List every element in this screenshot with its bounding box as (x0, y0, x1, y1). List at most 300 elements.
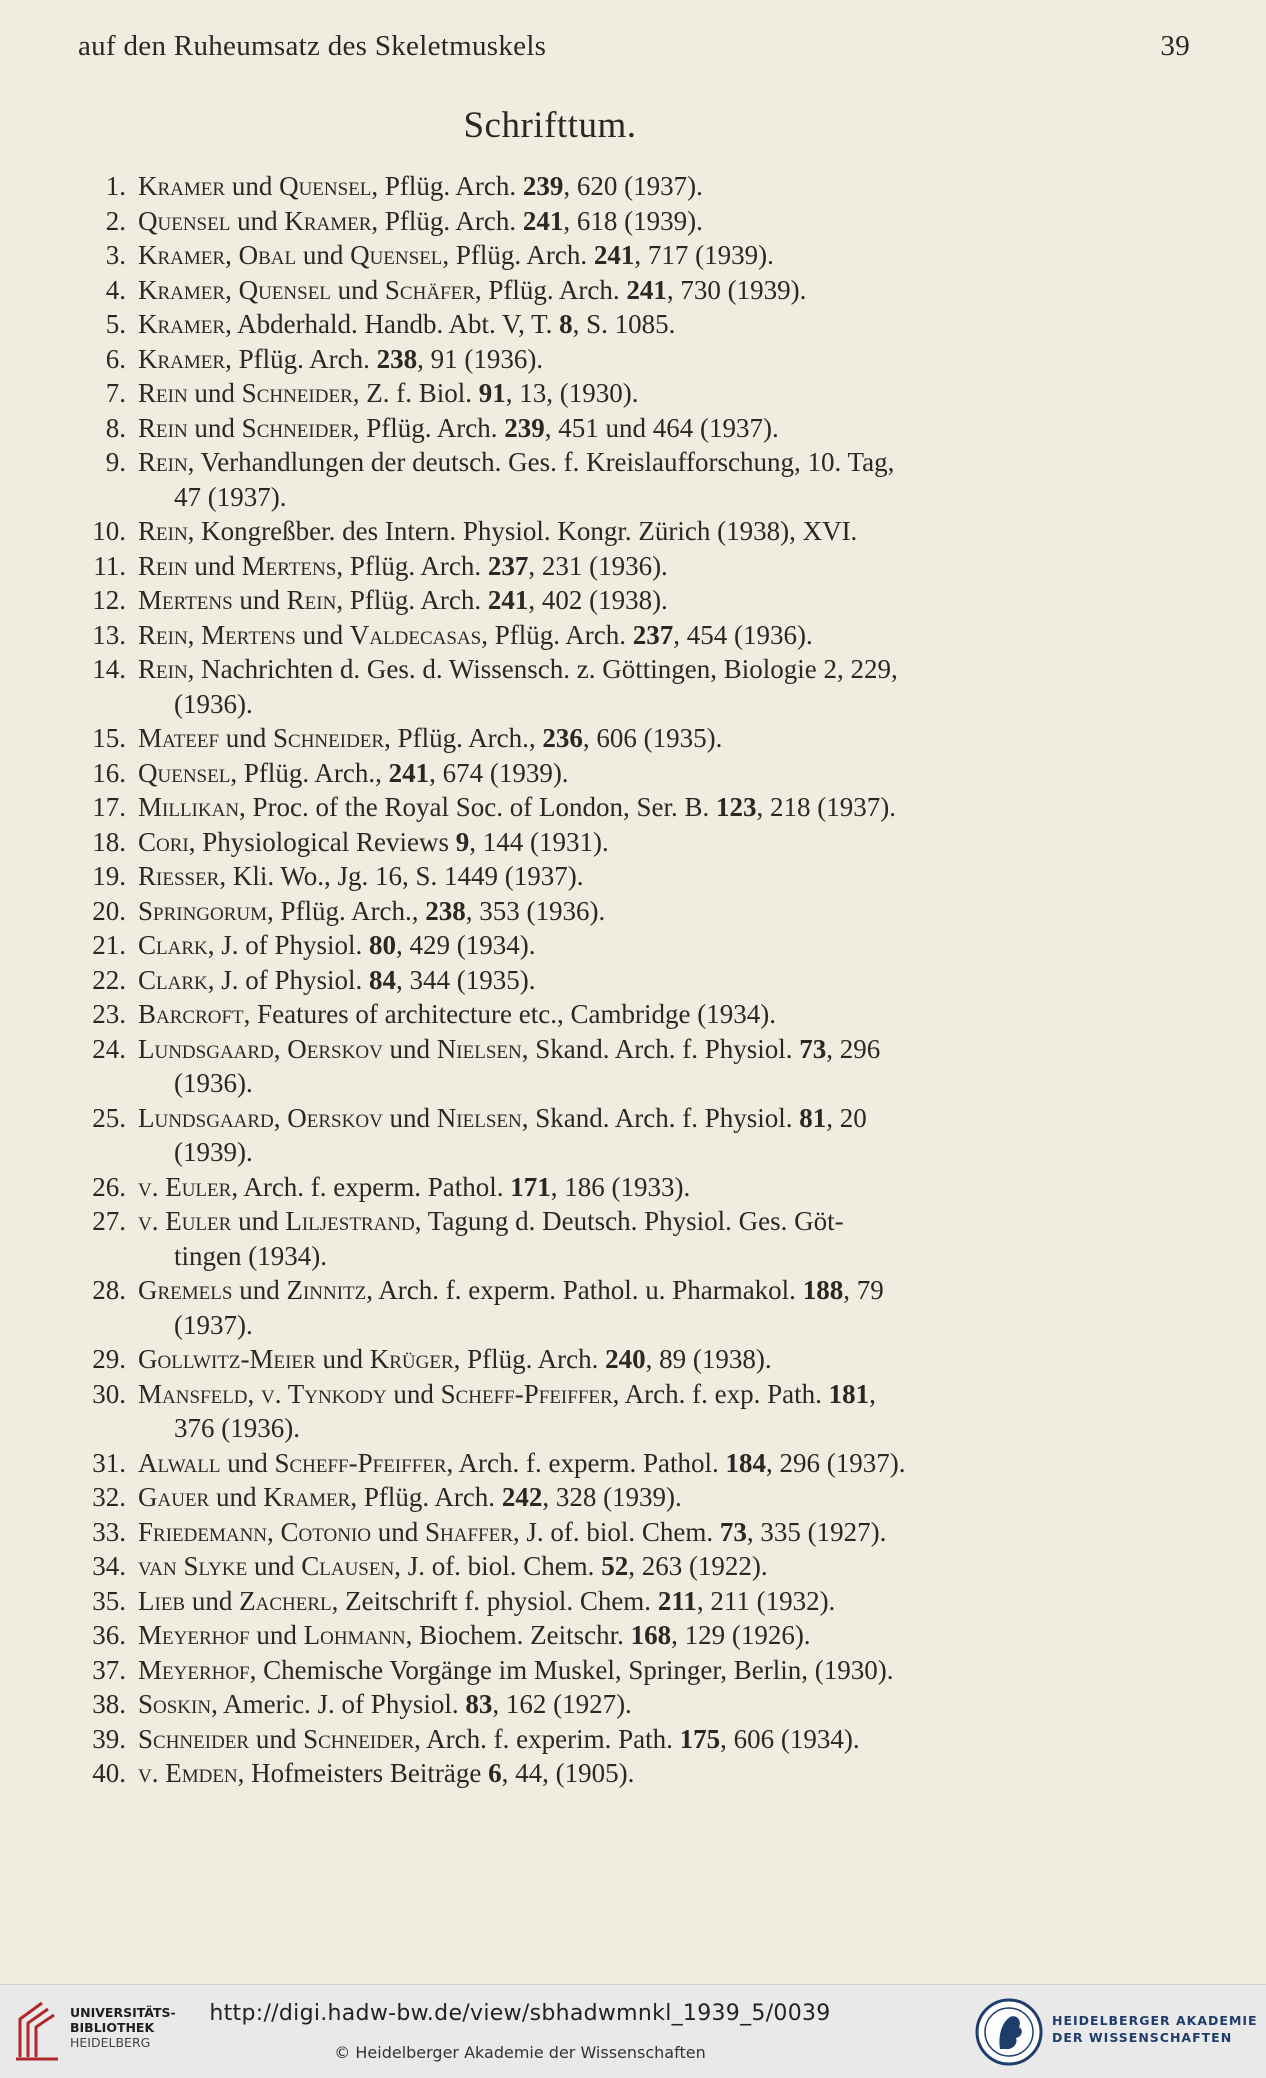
reference-entry (70, 1722, 1078, 1757)
reference-author: Schneider (273, 723, 385, 753)
reference-text-fragment: , Skand. Arch. f. Physiol. (521, 1033, 800, 1064)
reference-author: Valdecasas (349, 619, 482, 650)
reference-volume: 175 (679, 1723, 721, 1754)
reference-author: Quensel (138, 205, 231, 236)
reference-text-fragment: , 730 (1939). (666, 274, 807, 305)
reference-volume: 236 (542, 723, 583, 753)
reference-number: 33. (92, 1516, 126, 1547)
reference-volume: 81 (799, 1102, 827, 1133)
reference-author: Zacherl (239, 1585, 332, 1616)
reference-text-fragment: , 129 (1926). (671, 1620, 811, 1650)
reference-text-fragment: , 353 (1936). (465, 895, 606, 926)
reference-number: 17. (92, 792, 126, 822)
reference-entry (70, 1377, 1078, 1446)
reference-author: Meyerhof (138, 1654, 250, 1685)
reference-author: Schneider (138, 1723, 250, 1754)
reference-author: Quensel (138, 757, 231, 788)
reference-volume: 83 (465, 1689, 493, 1719)
reference-author: Barcroft (138, 999, 244, 1029)
copyright-notice: © Heidelberger Akademie der Wissenschaften (334, 2043, 706, 2062)
reference-text-fragment: , Pflüg. Arch. (336, 585, 488, 615)
reference-entry (70, 1446, 1078, 1481)
reference-text-fragment: , 454 (1936). (673, 619, 813, 650)
reference-entry (70, 342, 1078, 377)
reference-text (138, 790, 1078, 825)
reference-number: 26. (92, 1171, 126, 1202)
reference-text-fragment: und (247, 1551, 302, 1581)
reference-text (138, 238, 1078, 273)
reference-text-fragment: , 344 (1935). (396, 964, 536, 995)
reference-author: Rein (138, 516, 188, 546)
reference-text (138, 652, 1078, 721)
reference-entry (70, 273, 1078, 308)
reference-text-fragment: , Arch. f. experim. Path. (414, 1723, 680, 1754)
reference-number: 36. (92, 1620, 126, 1650)
reference-author: Nielsen (436, 1033, 522, 1064)
reference-number: 23. (92, 999, 126, 1029)
reference-text (138, 928, 1078, 963)
reference-volume: 168 (630, 1620, 672, 1650)
reference-text-fragment: , 674 (1939). (429, 757, 569, 788)
reference-entry (70, 204, 1078, 239)
reference-text (138, 721, 1078, 756)
reference-text (138, 1687, 1078, 1722)
reference-volume: 241 (626, 274, 667, 305)
reference-volume: 240 (605, 1344, 646, 1374)
reference-entry (70, 756, 1078, 791)
reference-continuation: tingen (1934). (174, 1240, 327, 1271)
reference-author: v. Euler (138, 1171, 232, 1202)
reference-continuation: (1939). (174, 1137, 253, 1167)
reference-number: 20. (92, 895, 126, 926)
reference-author: Friedemann (138, 1516, 268, 1547)
reference-number: 31. (92, 1447, 126, 1478)
reference-text (138, 307, 1078, 342)
reference-number: 39. (92, 1723, 126, 1754)
reference-text-fragment: , Arch. f. exp. Path. (612, 1378, 829, 1409)
reference-author: Krüger (369, 1344, 454, 1374)
reference-text (138, 549, 1078, 584)
reference-author: v. Tynkody (261, 1378, 387, 1409)
reference-author: Mateef (138, 723, 220, 753)
running-head (78, 30, 1190, 63)
reference-author: Zinnitz (286, 1275, 367, 1305)
reference-author: Quensel (238, 274, 331, 305)
reference-author: Schäfer (384, 274, 475, 305)
reference-text-fragment: , Pflüg. Arch. (453, 1344, 606, 1374)
reference-author: Clark (138, 964, 208, 995)
reference-entry (70, 721, 1078, 756)
reference-text-fragment: , 144 (1931). (469, 826, 609, 857)
reference-text (138, 859, 1078, 894)
reference-author: Rein (138, 378, 188, 408)
reference-text-fragment: , Nachrichten d. Ges. d. Wissensch. z. Göttingen, Biologie 2, 229, (187, 654, 898, 684)
reference-text-fragment: und (219, 723, 274, 753)
reference-text-fragment: , 218 (1937). (756, 792, 896, 822)
reference-text-fragment: , 296 (1937). (766, 1447, 906, 1478)
reference-text (138, 204, 1078, 239)
reference-text (138, 411, 1078, 446)
reference-text (138, 1515, 1078, 1550)
reference-volume: 242 (501, 1482, 543, 1512)
reference-text-fragment: , (267, 1516, 281, 1547)
section-title: Schrifttum. (463, 105, 637, 146)
reference-number: 24. (92, 1033, 126, 1064)
reference-entry (70, 1170, 1078, 1205)
reference-volume: 84 (369, 964, 397, 995)
reference-author: Obal (238, 240, 297, 270)
reference-text-fragment: , (225, 274, 239, 305)
reference-text (138, 583, 1078, 618)
reference-author: Scheff-Pfeiffer (274, 1447, 447, 1478)
reference-entry (70, 1273, 1078, 1342)
reference-text (138, 963, 1078, 998)
reference-author: Kramer (138, 309, 226, 339)
reference-author: Quensel (279, 171, 372, 201)
reference-text-fragment: , 296 (826, 1033, 881, 1064)
reference-text-fragment: , Pflüg. Arch. (336, 550, 488, 581)
reference-text-fragment: , S. 1085. (572, 309, 676, 339)
reference-text-fragment: , Abderhald. Handb. Abt. V, T. (225, 309, 560, 339)
reference-text-fragment: und (209, 1482, 264, 1512)
reference-number: 22. (92, 964, 126, 995)
reference-number: 40. (92, 1758, 126, 1788)
reference-continuation: (1936). (174, 688, 253, 719)
reference-text-fragment: , Verhandlungen der deutsch. Ges. f. Kreislaufforschung, 10. Tag, (187, 447, 895, 477)
reference-number: 21. (92, 930, 126, 960)
reference-volume: 237 (632, 619, 674, 650)
reference-number: 25. (92, 1102, 126, 1133)
reference-text-fragment: , Features of architecture etc., Cambridge (1934). (243, 999, 776, 1029)
reference-number: 5. (105, 309, 126, 339)
reference-volume: 9 (455, 826, 470, 857)
reference-text-fragment: und (330, 274, 385, 305)
reference-entry (70, 1756, 1078, 1791)
reference-text (138, 445, 1078, 514)
reference-text-fragment: , Pflüg. Arch. (225, 343, 377, 374)
reference-text (138, 1584, 1078, 1619)
reference-entry (70, 549, 1078, 584)
reference-entry (70, 859, 1078, 894)
reference-text-fragment: , Biochem. Zeitschr. (405, 1620, 631, 1650)
reference-text-fragment: , 186 (1933). (550, 1171, 691, 1202)
reference-author: Liljestrand (285, 1206, 415, 1236)
reference-text-fragment: , Pflüg. Arch. (371, 171, 523, 201)
reference-author: Lohmann (303, 1620, 406, 1650)
reference-text (138, 514, 1078, 549)
reference-entry (70, 790, 1078, 825)
reference-number: 2. (105, 205, 126, 236)
reference-number: 18. (92, 826, 126, 857)
reference-text (138, 1722, 1078, 1757)
reference-text (138, 1342, 1078, 1377)
reference-author: Rein (138, 654, 188, 684)
reference-text-fragment: , 20 (826, 1102, 867, 1133)
reference-number: 8. (105, 412, 126, 443)
reference-number: 28. (92, 1275, 126, 1305)
reference-entry (70, 169, 1078, 204)
academy-name-line-2: DER WISSENSCHAFTEN (1052, 2030, 1233, 2045)
reference-text-fragment: und (296, 240, 351, 270)
reference-text-fragment: , 91 (1936). (417, 343, 544, 374)
reference-entry (70, 1653, 1078, 1688)
reference-text-fragment: , 89 (1938). (645, 1344, 772, 1374)
reference-text-fragment: , 13, (1930). (505, 378, 639, 408)
reference-author: Shaffer (425, 1516, 513, 1547)
reference-number: 16. (92, 757, 126, 788)
footer-bar (0, 1984, 1266, 2078)
reference-text-fragment: und (386, 1378, 441, 1409)
reference-continuation: (1937). (174, 1309, 253, 1340)
reference-entry (70, 1618, 1078, 1653)
reference-author: Clausen (301, 1551, 395, 1581)
reference-author: Cori (138, 826, 189, 857)
reference-entry (70, 997, 1078, 1032)
reference-author: Gollwitz-Meier (138, 1344, 316, 1374)
reference-text-fragment: , Kli. Wo., Jg. 16, S. 1449 (1937). (219, 861, 584, 891)
reference-text-fragment: , Zeitschrift f. physiol. Chem. (331, 1585, 658, 1616)
reference-volume: 188 (802, 1275, 844, 1305)
reference-text-fragment: , (869, 1378, 876, 1409)
reference-author: Oerskov (287, 1033, 383, 1064)
reference-text-fragment: , 606 (1934). (720, 1723, 860, 1754)
reference-entry (70, 307, 1078, 342)
reference-text-fragment: , 335 (1927). (746, 1516, 887, 1547)
reference-entry (70, 618, 1078, 653)
reference-volume: 73 (799, 1033, 827, 1064)
reference-volume: 171 (510, 1171, 551, 1202)
reference-author: Mertens (138, 585, 233, 615)
reference-volume: 239 (504, 412, 545, 443)
reference-text-fragment: , Pflüg. Arch., (384, 723, 543, 753)
reference-author: Millikan (138, 792, 240, 822)
reference-text-fragment: , 606 (1935). (582, 723, 723, 753)
reference-author: v. Emden (138, 1758, 238, 1788)
reference-author: Alwall (138, 1447, 221, 1478)
reference-text-fragment: , 328 (1939). (542, 1482, 682, 1512)
reference-author: Gauer (138, 1482, 210, 1512)
reference-text (138, 1446, 1078, 1481)
reference-text-fragment: , J. of Physiol. (207, 964, 370, 995)
reference-text-fragment: , 620 (1937). (563, 171, 703, 201)
reference-author: Lundsgaard (138, 1102, 274, 1133)
reference-author: Lundsgaard (138, 1033, 274, 1064)
reference-text (138, 618, 1078, 653)
reference-entry (70, 1342, 1078, 1377)
reference-text-fragment: , (247, 1378, 262, 1409)
academy-name (1052, 2012, 1258, 2046)
reference-author: Oerskov (287, 1102, 383, 1133)
reference-entry (70, 652, 1078, 721)
reference-text-fragment: , Skand. Arch. f. Physiol. (521, 1102, 800, 1133)
reference-volume: 239 (522, 171, 564, 201)
reference-author: Meyerhof (138, 1620, 250, 1650)
reference-author: Rein (138, 412, 188, 443)
reference-volume: 80 (369, 930, 397, 960)
reference-number: 11. (93, 550, 126, 581)
reference-author: Kramer (138, 274, 226, 305)
reference-volume: 237 (487, 550, 529, 581)
reference-volume: 6 (488, 1758, 502, 1788)
reference-text (138, 1618, 1078, 1653)
reference-number: 10. (92, 516, 126, 546)
reference-volume: 241 (388, 757, 430, 788)
reference-number: 13. (92, 619, 126, 650)
reference-entry (70, 1204, 1078, 1273)
reference-author: van Slyke (138, 1551, 248, 1581)
library-name-line-3: HEIDELBERG (70, 2035, 151, 2050)
reference-text (138, 1032, 1078, 1101)
reference-text-fragment: , (273, 1102, 288, 1133)
reference-text-fragment: und (232, 585, 287, 615)
reference-number: 7. (105, 378, 126, 408)
reference-text (138, 997, 1078, 1032)
reference-entry (70, 1515, 1078, 1550)
reference-text-fragment: , Z. f. Biol. (352, 378, 479, 408)
reference-text-fragment: , 402 (1938). (528, 585, 668, 615)
reference-entry (70, 445, 1078, 514)
reference-text-fragment: , 429 (1934). (396, 930, 536, 960)
reference-text-fragment: und (225, 171, 280, 201)
reference-number: 30. (92, 1378, 126, 1409)
reference-number: 32. (92, 1482, 126, 1512)
permalink-url[interactable]: http://digi.hadw-bw.de/view/sbhadwmnkl_1939_5/0039 (209, 2001, 831, 2026)
reference-text (138, 1170, 1078, 1205)
reference-number: 37. (92, 1654, 126, 1685)
reference-entry (70, 1480, 1078, 1515)
reference-text-fragment: , 79 (843, 1275, 884, 1305)
reference-number: 35. (92, 1585, 126, 1616)
reference-continuation: 376 (1936). (174, 1413, 300, 1443)
reference-author: Rein (138, 550, 188, 581)
reference-text-fragment: , Pflüg. Arch. (352, 412, 505, 443)
reference-volume: 211 (657, 1585, 697, 1616)
reference-continuation: 47 (1937). (174, 481, 287, 512)
reference-number: 12. (92, 585, 126, 615)
reference-author: Soskin (138, 1689, 212, 1719)
reference-author: Kramer (263, 1482, 351, 1512)
reference-text-fragment: , 231 (1936). (528, 550, 668, 581)
reference-entry (70, 411, 1078, 446)
reference-text-fragment: , Pflüg. Arch., (267, 895, 426, 926)
reference-volume: 8 (559, 309, 573, 339)
reference-text (138, 1377, 1078, 1446)
reference-text-fragment: , Pflüg. Arch. (442, 240, 594, 270)
reference-volume: 52 (601, 1551, 629, 1581)
reference-number: 38. (92, 1689, 126, 1719)
reference-author: Lieb (138, 1585, 186, 1616)
reference-volume: 241 (522, 205, 564, 236)
reference-volume: 181 (828, 1378, 870, 1409)
reference-text-fragment: , Pflüg. Arch. (371, 205, 523, 236)
reference-entry (70, 1101, 1078, 1170)
reference-text (138, 1549, 1078, 1584)
reference-entry (70, 825, 1078, 860)
reference-text-fragment: , 44, (1905). (501, 1758, 635, 1788)
reference-text-fragment: , Arch. f. experm. Pathol. u. Pharmakol. (366, 1275, 803, 1305)
reference-text-fragment: , Proc. of the Royal Soc. of London, Ser. B. (239, 792, 717, 822)
reference-entry (70, 963, 1078, 998)
reference-text-fragment: und (315, 1344, 370, 1374)
reference-author: Nielsen (436, 1102, 522, 1133)
reference-entry (70, 894, 1078, 929)
reference-text-fragment: , (187, 619, 202, 650)
reference-entry (70, 1032, 1078, 1101)
reference-entry (70, 514, 1078, 549)
reference-entry (70, 376, 1078, 411)
academy-seal-icon (974, 1997, 1044, 2067)
reference-entry (70, 1584, 1078, 1619)
reference-text-fragment: und (187, 550, 242, 581)
reference-text-fragment: und (230, 205, 285, 236)
reference-text-fragment: , 162 (1927). (492, 1689, 632, 1719)
reference-text (138, 1101, 1078, 1170)
reference-volume: 184 (725, 1447, 766, 1478)
reference-text-fragment: und (185, 1585, 240, 1616)
reference-text-fragment: , Hofmeisters Beiträge (237, 1758, 489, 1788)
reference-text-fragment: , 451 und 464 (1937). (544, 412, 779, 443)
reference-number: 4. (105, 274, 126, 305)
reference-text-fragment: , (273, 1033, 288, 1064)
reference-text (138, 342, 1078, 377)
reference-text (138, 1204, 1078, 1273)
reference-volume: 91 (478, 378, 506, 408)
running-head-title: auf den Ruheumsatz des Skeletmuskels (78, 30, 547, 62)
reference-text (138, 273, 1078, 308)
reference-author: Kramer (138, 240, 226, 270)
reference-author: Rein (286, 585, 337, 615)
reference-text-fragment: und (187, 412, 242, 443)
reference-author: Kramer (284, 205, 372, 236)
reference-text-fragment: , Pflüg. Arch. (481, 619, 633, 650)
reference-text-fragment: , Chemische Vorgänge im Muskel, Springer, Berlin, (1930). (249, 1654, 894, 1685)
reference-number: 19. (92, 861, 126, 891)
reference-text-fragment: , Tagung d. Deutsch. Physiol. Ges. Göt- (414, 1206, 844, 1236)
reference-volume: 73 (719, 1516, 747, 1547)
reference-text-fragment: und (382, 1033, 437, 1064)
reference-author: Mertens (201, 619, 296, 650)
reference-text-fragment: und (231, 1206, 286, 1236)
reference-text-fragment: , Pflüg. Arch. (474, 274, 627, 305)
reference-number: 1. (105, 171, 126, 201)
reference-text-fragment: , Physiological Reviews (188, 826, 456, 857)
reference-text-fragment: , Kongreßber. des Intern. Physiol. Kongr. Zürich (1938), XVI. (187, 516, 858, 546)
reference-text-fragment: , J. of Physiol. (207, 930, 370, 960)
reference-author: Schneider (241, 378, 353, 408)
reference-author: Rein (138, 447, 188, 477)
reference-text-fragment: , Americ. J. of Physiol. (211, 1689, 466, 1719)
reference-author: Scheff-Pfeiffer (440, 1378, 613, 1409)
reference-text (138, 376, 1078, 411)
reference-author: Kramer (138, 171, 226, 201)
page-number: 39 (1160, 30, 1190, 62)
reference-text (138, 1273, 1078, 1342)
reference-text-fragment: und (295, 619, 350, 650)
reference-text-fragment: , Arch. f. experm. Pathol. (231, 1171, 511, 1202)
reference-volume: 241 (593, 240, 635, 270)
library-name-line-2: BIBLIOTHEK (70, 2020, 155, 2035)
reference-number: 9. (105, 447, 126, 477)
reference-text-fragment: und (249, 1723, 304, 1754)
reference-entry (70, 238, 1078, 273)
reference-author: Mansfeld (138, 1378, 248, 1409)
reference-text (138, 1653, 1078, 1688)
reference-text-fragment: und (187, 378, 242, 408)
reference-text-fragment: , 211 (1932). (696, 1585, 836, 1616)
reference-text-fragment: , 263 (1922). (628, 1551, 768, 1581)
reference-volume: 238 (425, 895, 466, 926)
reference-text-fragment: und (249, 1620, 304, 1650)
